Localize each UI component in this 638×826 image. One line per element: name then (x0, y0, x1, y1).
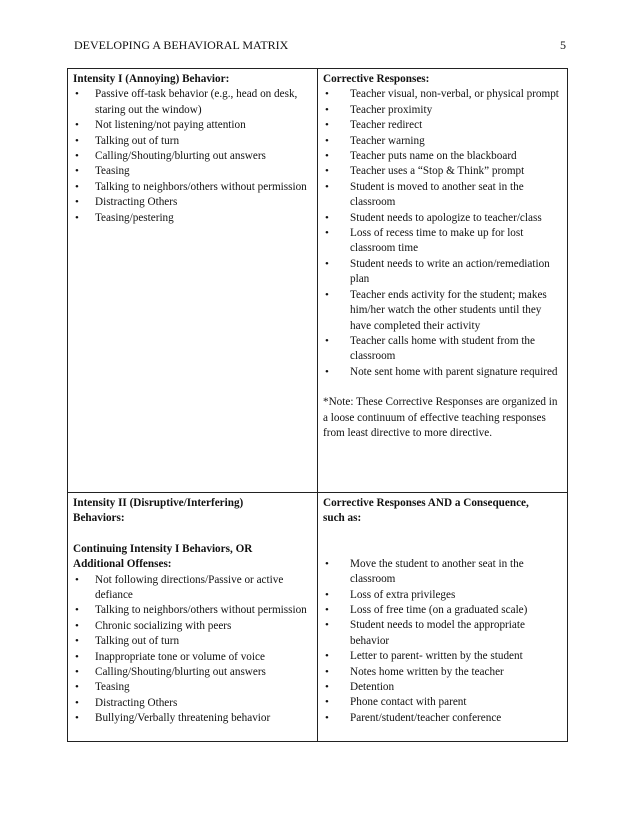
continuum-note: *Note: These Corrective Responses are organized in a loose continuum of effective teaching responses from least directive to more directive. (323, 396, 558, 439)
list-item: • Student needs to apologize to teacher/class (323, 211, 562, 226)
cell-heading: Intensity I (Annoying) Behavior: (73, 73, 230, 85)
list-item: • Letter to parent- written by the student (323, 649, 562, 664)
list-item: • Talking out of turn (73, 634, 312, 649)
page-number: 5 (560, 38, 566, 52)
list-item: • Distracting Others (73, 696, 312, 711)
list-item: • Teacher calls home with student from the classroom (323, 334, 562, 365)
list-item: • Student is moved to another seat in the classroom (323, 180, 562, 211)
consequence-list (323, 557, 562, 726)
list-item: • Student needs to write an action/remediation plan (323, 257, 562, 288)
list-item: • Talking out of turn (73, 134, 312, 149)
list-item: • Talking to neighbors/others without permission (73, 603, 312, 618)
list-item: • Bullying/Verbally threatening behavior (73, 711, 312, 726)
list-item: • Calling/Shouting/blurting out answers (73, 665, 312, 680)
cell-subheading: Continuing Intensity I Behaviors, OR (73, 542, 253, 555)
list-item: • Loss of recess time to make up for lost classroom time (323, 226, 562, 257)
list-item: • Teacher warning (323, 134, 562, 149)
table-row (68, 493, 568, 742)
list-item: • Teacher ends activity for the student; makes him/her watch the other students until they have completed their activity (323, 288, 562, 334)
spacer (73, 527, 312, 542)
list-item: • Parent/student/teacher conference (323, 711, 562, 726)
list-item: • Chronic socializing with peers (73, 619, 312, 634)
cell-heading: Corrective Responses: (323, 73, 430, 85)
list-item: • Loss of free time (on a graduated scale) (323, 603, 562, 618)
cell-heading-continued: such as: (323, 512, 362, 525)
list-item: • Talking to neighbors/others without permission (73, 180, 312, 195)
list-item: • Teacher visual, non-verbal, or physical prompt (323, 87, 562, 102)
list-item: • Teacher puts name on the blackboard (323, 149, 562, 164)
list-item: • Distracting Others (73, 195, 312, 210)
list-item: • Inappropriate tone or volume of voice (73, 650, 312, 665)
spacer (323, 527, 562, 542)
list-item: • Teacher redirect (323, 118, 562, 133)
cell-heading: Corrective Responses AND a Consequence, (323, 497, 529, 509)
cell-heading-continued: Behaviors: (73, 512, 125, 525)
intensity-1-behaviors-cell (68, 69, 318, 493)
list-item: • Teasing (73, 680, 312, 695)
list-item: • Passive off-task behavior (e.g., head on desk, staring out the window) (73, 87, 312, 118)
list-item: • Loss of extra privileges (323, 588, 562, 603)
spacer (323, 542, 562, 557)
list-item: • Move the student to another seat in the classroom (323, 557, 562, 588)
list-item: • Student needs to model the appropriate behavior (323, 618, 562, 649)
consequence-responses-cell (318, 493, 568, 742)
list-item: • Not following directions/Passive or active defiance (73, 573, 312, 604)
intensity-2-behaviors-cell (68, 493, 318, 742)
list-item: • Note sent home with parent signature required (323, 365, 562, 380)
behavior-list (73, 573, 312, 727)
list-item: • Teacher proximity (323, 103, 562, 118)
cell-subheading-continued: Additional Offenses: (73, 558, 172, 571)
behavior-matrix-table (67, 68, 568, 742)
list-item: • Not listening/not paying attention (73, 118, 312, 133)
response-list (323, 87, 562, 380)
list-item: • Teasing (73, 164, 312, 179)
running-title: DEVELOPING A BEHAVIORAL MATRIX (74, 38, 289, 52)
list-item: • Calling/Shouting/blurting out answers (73, 149, 312, 164)
behavior-list (73, 87, 312, 226)
list-item: • Teacher uses a “Stop & Think” prompt (323, 164, 562, 179)
list-item: • Detention (323, 680, 562, 695)
list-item: • Notes home written by the teacher (323, 665, 562, 680)
table-row (68, 69, 568, 493)
corrective-responses-cell (318, 69, 568, 493)
cell-heading: Intensity II (Disruptive/Interfering) (73, 497, 244, 509)
list-item: • Phone contact with parent (323, 695, 562, 710)
list-item: • Teasing/pestering (73, 211, 312, 226)
